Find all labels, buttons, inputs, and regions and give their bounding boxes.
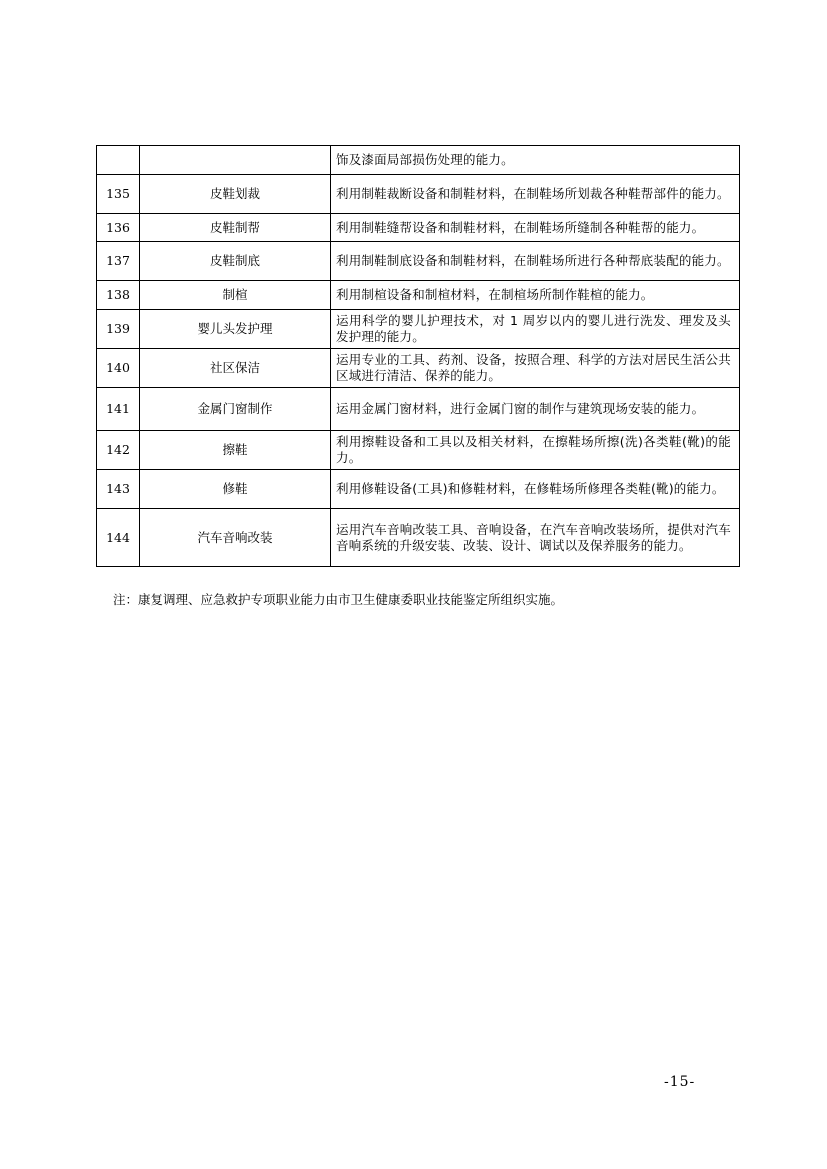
- ability-description: 利用制楦设备和制楦材料，在制楦场所制作鞋楦的能力。: [331, 281, 740, 310]
- row-number: 137: [97, 242, 140, 281]
- table-row: [97, 281, 740, 310]
- ability-name: 皮鞋制帮: [140, 214, 331, 242]
- page-number: -15-: [664, 1074, 696, 1090]
- ability-description: 利用修鞋设备(工具)和修鞋材料，在修鞋场所修理各类鞋(靴)的能力。: [331, 470, 740, 509]
- table-row: [97, 431, 740, 470]
- ability-description: 运用科学的婴儿护理技术，对 1 周岁以内的婴儿进行洗发、理发及头发护理的能力。: [331, 310, 740, 349]
- occupational-ability-table: [96, 145, 740, 567]
- row-number: 136: [97, 214, 140, 242]
- table-row: [97, 310, 740, 349]
- table-footnote: 注：康复调理、应急救护专项职业能力由市卫生健康委职业技能鉴定所组织实施。: [113, 592, 564, 607]
- ability-name: 修鞋: [140, 470, 331, 509]
- ability-description: 利用制鞋缝帮设备和制鞋材料，在制鞋场所缝制各种鞋帮的能力。: [331, 214, 740, 242]
- ability-name: 社区保洁: [140, 349, 331, 388]
- ability-description: 饰及漆面局部损伤处理的能力。: [331, 146, 740, 175]
- table-row: [97, 175, 740, 214]
- table-row: [97, 470, 740, 509]
- ability-name: 制楦: [140, 281, 331, 310]
- ability-name: 皮鞋划裁: [140, 175, 331, 214]
- table-row: [97, 146, 740, 175]
- ability-name: 汽车音响改装: [140, 509, 331, 567]
- row-number: 135: [97, 175, 140, 214]
- row-number: 138: [97, 281, 140, 310]
- table-row: [97, 388, 740, 431]
- ability-name: 婴儿头发护理: [140, 310, 331, 349]
- ability-description: 运用汽车音响改装工具、音响设备，在汽车音响改装场所，提供对汽车音响系统的升级安装、改装、设计、调试以及保养服务的能力。: [331, 509, 740, 567]
- ability-description: 利用制鞋裁断设备和制鞋材料，在制鞋场所划裁各种鞋帮部件的能力。: [331, 175, 740, 214]
- ability-name: [140, 146, 331, 175]
- row-number: 140: [97, 349, 140, 388]
- table-row: [97, 214, 740, 242]
- row-number: 143: [97, 470, 140, 509]
- ability-name: 金属门窗制作: [140, 388, 331, 431]
- ability-name: 擦鞋: [140, 431, 331, 470]
- row-number: 144: [97, 509, 140, 567]
- row-number: 142: [97, 431, 140, 470]
- table-row: [97, 242, 740, 281]
- table-row: [97, 349, 740, 388]
- ability-description: 运用专业的工具、药剂、设备，按照合理、科学的方法对居民生活公共区域进行清洁、保养的能力。: [331, 349, 740, 388]
- ability-description: 运用金属门窗材料，进行金属门窗的制作与建筑现场安装的能力。: [331, 388, 740, 431]
- ability-description: 利用制鞋制底设备和制鞋材料，在制鞋场所进行各种帮底装配的能力。: [331, 242, 740, 281]
- ability-name: 皮鞋制底: [140, 242, 331, 281]
- row-number: 139: [97, 310, 140, 349]
- table-row: [97, 509, 740, 567]
- row-number: [97, 146, 140, 175]
- ability-description: 利用擦鞋设备和工具以及相关材料，在擦鞋场所擦(洗)各类鞋(靴)的能力。: [331, 431, 740, 470]
- row-number: 141: [97, 388, 140, 431]
